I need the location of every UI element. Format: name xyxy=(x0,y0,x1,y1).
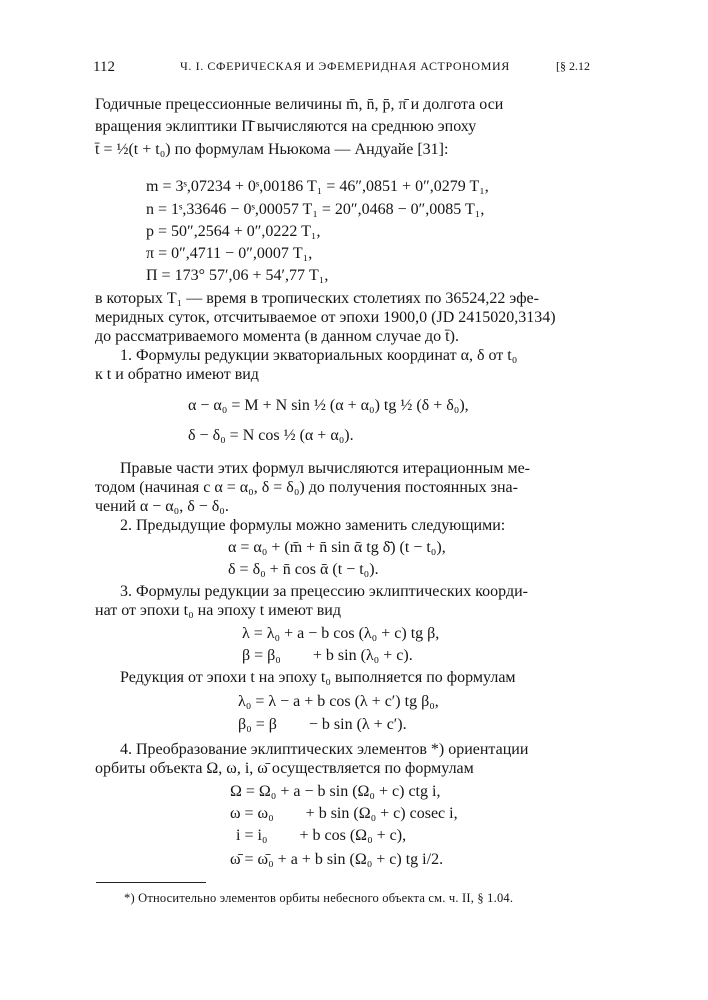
formula-line: λ₀ = λ − a + b cos (λ + c′) tg β₀, xyxy=(238,693,439,710)
formula-line: p = 50″,2564 + 0″,0222 T₁, xyxy=(146,223,321,240)
formula-line: α = α₀ + (m̄ + n̄ sin ᾱ tg δ̄) (t − t₀), xyxy=(228,539,446,556)
text-line: нат от эпохи t₀ на эпоху t имеют вид xyxy=(95,602,341,619)
formula-line: Π = 173° 57′,06 + 54′,77 T₁, xyxy=(146,267,329,284)
text-line: вращения эклиптики Π̄ вычисляются на среднюю эпоху xyxy=(95,118,477,135)
footnote-rule xyxy=(96,882,206,883)
formula-line: δ = δ₀ + n̄ cos ᾱ (t − t₀). xyxy=(228,561,379,578)
formula-line: i = i₀ + b cos (Ω₀ + c), xyxy=(236,827,407,844)
formula-line: β₀ = β − b sin (λ + c′). xyxy=(238,716,407,733)
formula-line: n = 1ˢ,33646 − 0ˢ,00057 T₁ = 20″,0468 − 0″,0085 T₁, xyxy=(146,201,485,218)
text-line: до рассматриваемого момента (в данном случае до t̄). xyxy=(95,328,459,345)
text-line: 4. Преобразование эклиптических элементов *) ориентации xyxy=(120,741,529,758)
formula-line: Ω = Ω₀ + a − b sin (Ω₀ + c) ctg i, xyxy=(230,783,441,800)
formula-line: m = 3ˢ,07234 + 0ˢ,00186 T₁ = 46″,0851 + 0″,0279 T₁, xyxy=(146,178,489,195)
footnote: *) Относительно элементов орбиты небесного объекта см. ч. II, § 1.04. xyxy=(124,891,514,905)
section-number: [§ 2.12 xyxy=(556,59,590,73)
running-title: Ч. I. СФЕРИЧЕСКАЯ И ЭФЕМЕРИДНАЯ АСТРОНОМИЯ xyxy=(180,59,510,73)
formula-line: λ = λ₀ + a − b cos (λ₀ + c) tg β, xyxy=(242,625,440,642)
text-line: орбиты объекта Ω, ω, i, ω̄ осуществляется по формулам xyxy=(95,760,474,777)
text-line: 2. Предыдущие формулы можно заменить следующими: xyxy=(120,517,506,534)
text-line: Годичные прецессионные величины m̄, n̄, p̄, π̄ и долгота оси xyxy=(95,96,504,113)
formula-line: π = 0″,4711 − 0″,0007 T₁, xyxy=(146,245,313,262)
formula-line: β = β₀ + b sin (λ₀ + c). xyxy=(242,647,413,664)
formula-line: δ − δ₀ = N cos ½ (α + α₀). xyxy=(188,427,354,444)
formula-line: α − α₀ = M + N sin ½ (α + α₀) tg ½ (δ + δ₀), xyxy=(188,397,469,414)
text-line: чений α − α₀, δ − δ₀. xyxy=(95,498,229,515)
text-line: Правые части этих формул вычисляются итерационным ме- xyxy=(120,460,531,477)
text-line: 3. Формулы редукции за прецессию эклиптических коорди- xyxy=(120,583,528,600)
text-line: t̄ = ½(t + t₀) по формулам Ньюкома — Андуайе [31]: xyxy=(95,141,449,158)
text-line: тодом (начиная с α = α₀, δ = δ₀) до получения постоянных зна- xyxy=(95,479,518,496)
text-line: в которых T₁ — время в тропических столетиях по 36524,22 эфе- xyxy=(95,290,539,307)
text-line: к t и обратно имеют вид xyxy=(95,366,259,383)
text-line: меридных суток, отсчитываемое от эпохи 1900,0 (JD 2415020,3134) xyxy=(95,309,556,326)
formula-line: ω̄ = ω̄₀ + a + b sin (Ω₀ + c) tg i/2. xyxy=(230,851,444,868)
formula-line: ω = ω₀ + b sin (Ω₀ + c) cosec i, xyxy=(230,805,458,822)
text-line: 1. Формулы редукции экваториальных координат α, δ от t₀ xyxy=(120,347,518,364)
text-line: Редукция от эпохи t на эпоху t₀ выполняется по формулам xyxy=(120,669,516,686)
page-number: 112 xyxy=(93,59,115,75)
